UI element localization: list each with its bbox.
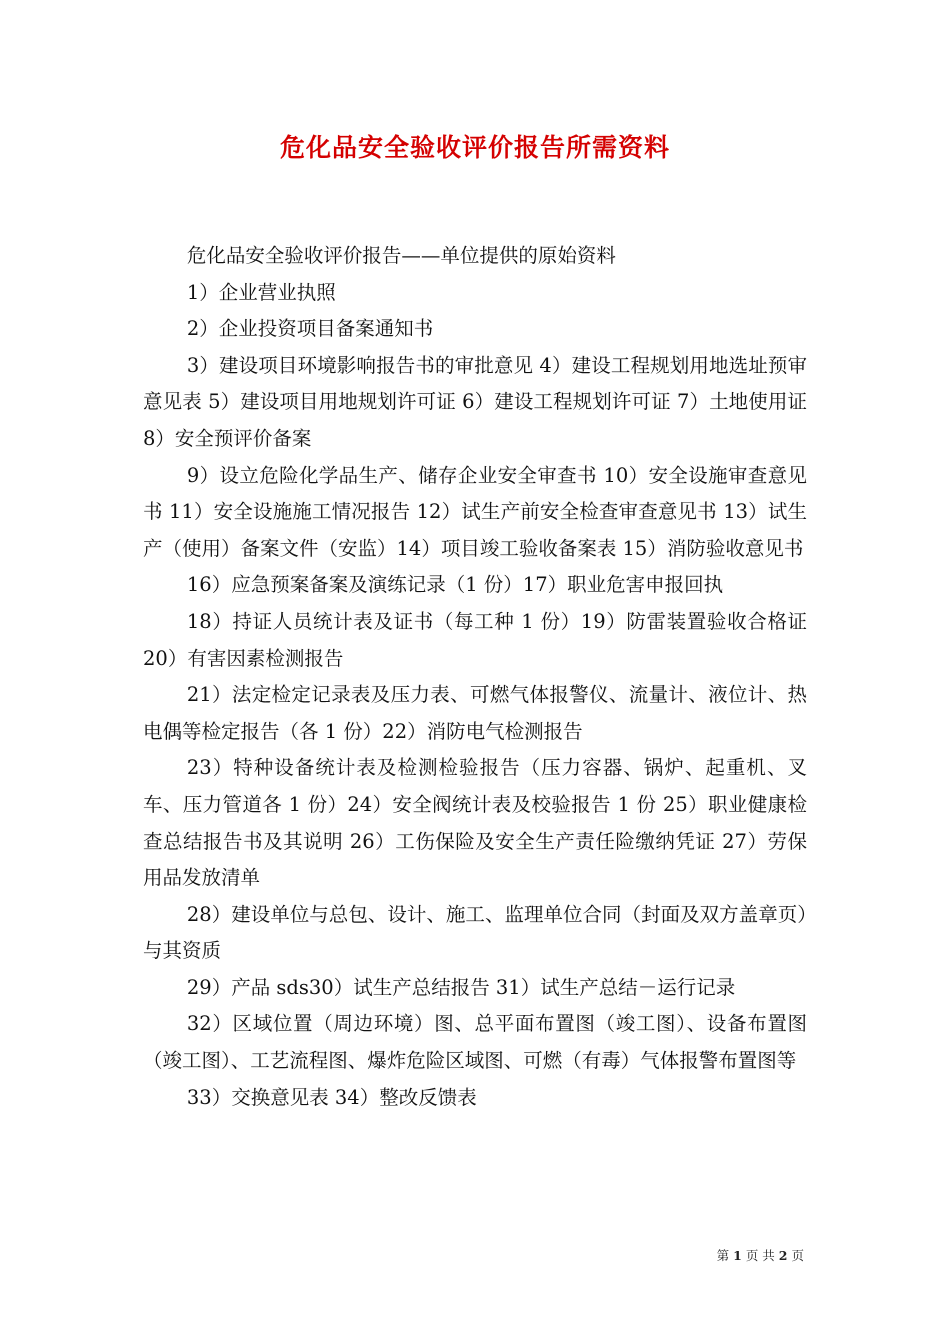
paragraph-item-32: 32）区域位置（周边环境）图、总平面布置图（竣工图）、设备布置图（竣工图）、工艺流程图、爆炸危险区域图、可燃（有毒）气体报警布置图等 <box>143 1012 807 1073</box>
paragraph-item-2: 2）企业投资项目备案通知书 <box>186 317 434 341</box>
paragraph-item-1: 1）企业营业执照 <box>186 280 336 304</box>
page-number-footer <box>717 1246 804 1264</box>
footer-suffix: 页 <box>791 1248 804 1263</box>
paragraph-items-21-22: 21）法定检定记录表及压力表、可燃气体报警仪、流量计、液位计、热电偶等检定报告（各 1 份）22）消防电气检测报告 <box>143 683 807 743</box>
footer-prefix: 第 <box>716 1248 730 1263</box>
paragraph-items-3-8: 3）建设项目环境影响报告书的审批意见 4）建设工程规划用地选址预审意见表 5）建设项目用地规划许可证 6）建设工程规划许可证 7）土地使用证 8）安全预评价备案 <box>143 353 807 450</box>
paragraph-item-28: 28）建设单位与总包、设计、施工、监理单位合同（封面及双方盖章页）与其资质 <box>143 902 807 963</box>
paragraph-items-9-15: 9）设立危险化学品生产、储存企业安全审查书 10）安全设施审查意见书 11）安全设施施工情况报告 12）试生产前安全检查审查意见书 13）试生产（使用）备案文件（安监）14）项目竣工验收备案表 15）消防验收意见书 <box>143 463 807 560</box>
paragraph-items-23-27: 23）特种设备统计表及检测检验报告（压力容器、锅炉、起重机、叉车、压力管道各 1 份）24）安全阀统计表及校验报告 1 份 25）职业健康检查总结报告书及其说明 26）工伤保险及安全生产责任险缴纳凭证 27）劳保用品发放清单 <box>143 756 807 890</box>
footer-current-page: 1 <box>733 1248 742 1263</box>
paragraph-intro: 危化品安全验收评价报告——单位提供的原始资料 <box>186 244 616 267</box>
footer-total-pages: 2 <box>778 1248 788 1263</box>
paragraph-items-33-34: 33）交换意见表 34）整改反馈表 <box>186 1085 477 1109</box>
paragraph-items-18-20: 18）持证人员统计表及证书（每工种 1 份）19）防雷装置验收合格证 20）有害因素检测报告 <box>143 609 807 670</box>
paragraph-items-16-17: 16）应急预案备案及演练记录（1 份）17）职业危害申报回执 <box>186 573 724 597</box>
document-body <box>143 238 807 1116</box>
paragraph-items-29-31: 29）产品 sds30）试生产总结报告 31）试生产总结－运行记录 <box>186 975 736 999</box>
document-title: 危化品安全验收评价报告所需资料 <box>279 133 670 162</box>
footer-middle: 页 共 <box>745 1248 775 1263</box>
